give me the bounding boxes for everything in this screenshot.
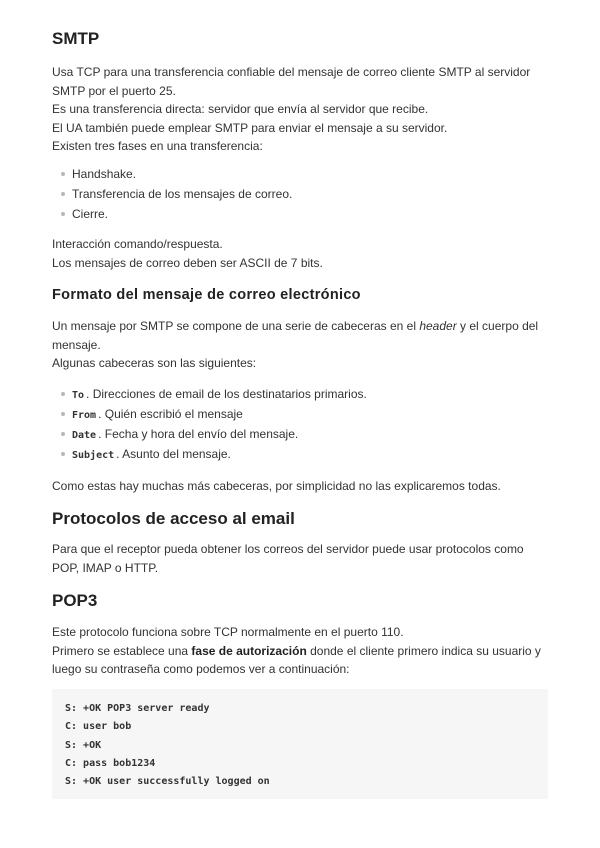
smtp-after-paragraph [52, 235, 548, 272]
text-line [52, 317, 548, 336]
headers-list [52, 384, 367, 464]
list-item-text: . Quién escribió el mensaje [98, 407, 243, 421]
list-item-text: . Fecha y hora del envío del mensaje. [98, 427, 299, 441]
pop3-paragraph [52, 623, 548, 679]
text-fragment: y el cuerpo del [456, 319, 539, 333]
text-line: Este protocolo funciona sobre TCP normalmente en el puerto 110. [52, 625, 404, 639]
code-block [52, 689, 548, 799]
text-fragment: Un mensaje por SMTP se compone de una serie de cabeceras en el [52, 319, 420, 333]
heading-smtp: SMTP [52, 29, 100, 48]
strong-fase-autorizacion: fase de autorización [191, 643, 307, 658]
code-content [65, 700, 270, 791]
text-line: Existen tres fases en una transferencia: [52, 139, 263, 153]
bullet-icon [61, 172, 65, 176]
emphasis-header: header [419, 319, 457, 333]
formato-closing [52, 477, 548, 496]
text-line: luego su contraseña como podemos ver a continuación: [52, 662, 350, 676]
header-code: Date [72, 430, 97, 441]
phases-list [52, 164, 292, 224]
bullet-icon [61, 452, 65, 456]
text-line: POP, IMAP o HTTP. [52, 560, 159, 575]
protocolos-paragraph [52, 540, 548, 577]
bullet-icon [61, 432, 65, 436]
code-line: C: user bob [65, 721, 132, 733]
text-line: Como estas hay muchas más cabeceras, por simplicidad no las explicaremos todas. [52, 479, 501, 493]
text-line: Algunas cabeceras son las siguientes: [52, 356, 257, 370]
heading-protocolos: Protocolos de acceso al email [52, 509, 295, 528]
list-item [52, 184, 292, 204]
text-line: El UA también puede emplear SMTP para enviar el mensaje a su servidor. [52, 120, 448, 135]
text-line: Usa TCP para una transferencia confiable del mensaje de correo cliente SMTP al servidor [52, 65, 531, 79]
list-item [52, 384, 367, 404]
list-item [52, 444, 367, 464]
text-line: SMTP por el puerto 25. [52, 83, 176, 98]
list-item [52, 424, 367, 444]
text-line: Los mensajes de correo deben ser ASCII de 7 bits. [52, 255, 323, 270]
formato-intro [52, 317, 548, 373]
code-line: C: pass bob1234 [65, 757, 156, 769]
header-code: From [72, 410, 97, 421]
text-line: Para que el receptor pueda obtener los correos del servidor puede usar protocolos como [52, 542, 524, 556]
header-code: Subject [72, 450, 115, 461]
list-item [52, 404, 367, 424]
text-fragment: donde el cliente primero indica su usuario y [306, 643, 541, 658]
list-item [52, 204, 292, 224]
heading-pop3: POP3 [52, 591, 98, 610]
bullet-icon [61, 192, 65, 196]
text-fragment: Primero se establece una [52, 643, 192, 658]
list-item-text: Transferencia de los mensajes de correo. [72, 187, 293, 201]
code-line: S: +OK [65, 739, 102, 751]
list-item-text: . Asunto del mensaje. [116, 447, 231, 461]
list-item-text: Handshake. [72, 167, 137, 181]
heading-formato: Formato del mensaje de correo electrónico [52, 287, 361, 303]
text-line [52, 642, 548, 661]
smtp-paragraph [52, 63, 548, 156]
code-line: S: +OK POP3 server ready [65, 703, 210, 714]
bullet-icon [61, 392, 65, 396]
list-item-text: . Direcciones de email de los destinatarios primarios. [86, 387, 367, 401]
text-line: Es una transferencia directa: servidor que envía al servidor que recibe. [52, 102, 429, 116]
text-line: mensaje. [52, 337, 101, 352]
list-item [52, 164, 292, 184]
bullet-icon [61, 412, 65, 416]
text-line: Interacción comando/respuesta. [52, 237, 223, 251]
bullet-icon [61, 212, 65, 216]
header-code: To [72, 390, 85, 401]
code-line: S: +OK user successfully logged on [65, 776, 270, 788]
list-item-text: Cierre. [72, 207, 109, 221]
